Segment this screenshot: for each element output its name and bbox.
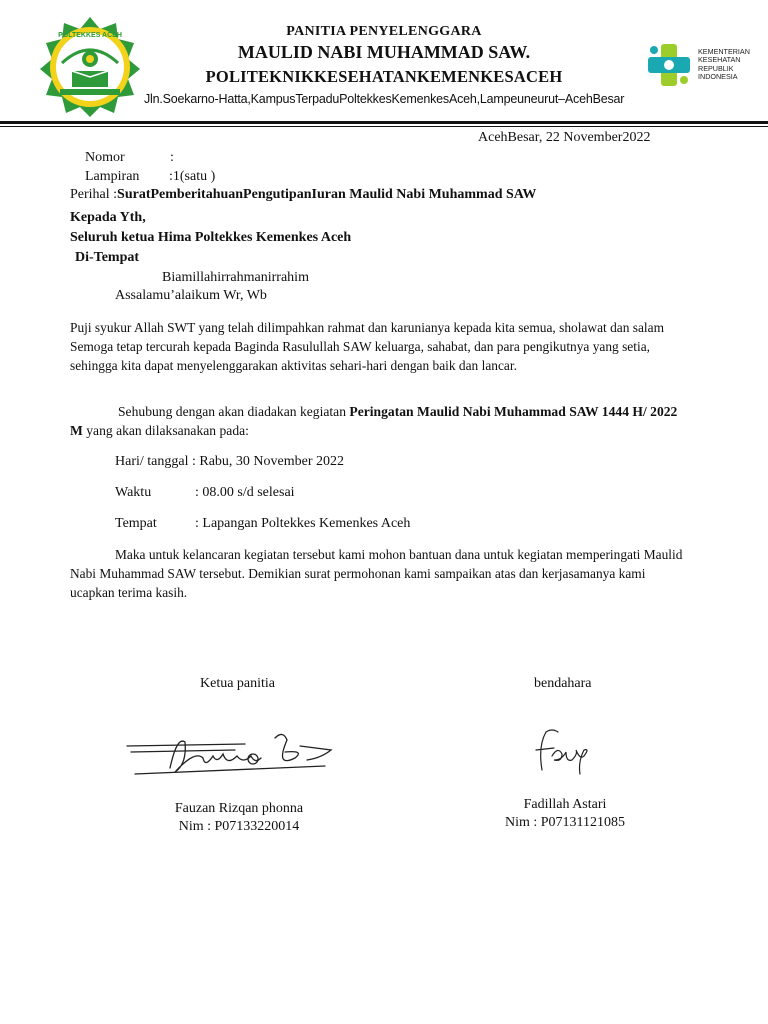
body-paragraph-2-bold: Peringatan Maulid Nabi Muhammad SAW 1444 H/ 2022 M [70, 404, 678, 438]
body-paragraph-3: Maka untuk kelancaran kegiatan tersebut kami mohon bantuan dana untuk kegiatan memperingati Maulid Nabi Muhammad SAW tersebut. Demikian surat permohonan kami sampaikan atas dan kerjasamanya kami ucapkan terima kasih. [70, 547, 683, 600]
left-signer-nim: Nim : P07133220014 [178, 819, 300, 834]
kemenkes-text-line1: KEMENTERIAN [698, 47, 750, 56]
left-signer-role: Ketua panitia [200, 676, 276, 691]
kemenkes-text-line2: KESEHATAN [698, 55, 741, 65]
body-paragraph-2-pre: Sehubung dengan akan diadakan kegiatan [118, 404, 346, 419]
recipient-name: Seluruh ketua Hima Poltekkes Kemenkes Aceh [70, 230, 352, 245]
body-paragraph-2 [70, 403, 692, 441]
salam: Assalamu’alaikum Wr, Wb [115, 288, 267, 303]
letter-date: AcehBesar, 22 November2022 [478, 130, 651, 145]
schedule-day-row [115, 454, 344, 470]
left-signer-name: Fauzan Rizqan phonna [174, 801, 304, 816]
right-signer-nim: Nim : P07131121085 [504, 815, 626, 830]
right-signer-name: Fadillah Astari [523, 797, 607, 812]
perihal-value: SuratPemberitahuanPengutipanIuran Maulid Nabi Muhammad SAW [117, 187, 537, 202]
schedule-time-row [115, 485, 295, 501]
lampiran-label: Lampiran [85, 169, 140, 184]
kemenkes-text-line4: INDONESIA [698, 72, 738, 82]
institution-title: POLITEKNIKKESEHATANKEMENKESACEH [205, 67, 563, 86]
event-title: MAULID NABI MUHAMMAD SAW. [237, 42, 531, 62]
schedule-place-value: : Lapangan Poltekkes Kemenkes Aceh [195, 516, 411, 531]
kemenkes-logo [646, 42, 758, 92]
nomor-value: : [170, 150, 174, 165]
kemenkes-text-line3: REPUBLIK [698, 63, 734, 73]
recipient-salutation: Kepada Yth, [70, 210, 146, 225]
header-divider-thick [0, 121, 768, 124]
right-signer-role: bendahara [534, 676, 592, 691]
schedule-day-label: Hari/ tanggal [115, 454, 189, 469]
basmalah: Biamillahirrahmanirrahim [162, 270, 309, 285]
schedule-place-label: Tempat [115, 516, 157, 531]
body-paragraph-1: Puji syukur Allah SWT yang telah dilimpahkan rahmat dan karunianya kepada kita semua, sholawat dan salam Semoga tetap tercurah kepada Baginda Rasulullah SAW keluarga, sahabat, dan para pengikutnya yang setia, sehingga kita dapat menyelenggarakan aktivitas sehari-hari dengan baik dan lancar. [70, 320, 664, 373]
right-signature-icon [532, 726, 594, 776]
schedule-place-row [115, 516, 410, 532]
kemenkes-emblem-icon [646, 42, 692, 88]
logo-ring-text: POLTEKKES ACEH [58, 32, 122, 39]
nomor-label: Nomor [85, 150, 125, 165]
committee-title: PANITIA PENYELENGGARA [286, 24, 482, 39]
perihal-label: Perihal : [70, 187, 118, 202]
header-divider-thin [0, 126, 768, 127]
schedule-time-value: : 08.00 s/d selesai [195, 485, 295, 500]
recipient-place: Di-Tempat [75, 250, 140, 265]
body-paragraph-2-post: yang akan dilaksanakan pada: [86, 422, 249, 438]
schedule-day-value: : Rabu, 30 November 2022 [191, 454, 345, 469]
institution-address: Jln.Soekarno-Hatta,KampusTerpaduPoltekkesKemenkesAceh,Lampeuneurut–AcehBesar [144, 92, 625, 106]
perihal-line [70, 187, 536, 203]
left-signature-icon [125, 728, 340, 783]
lampiran-value: :1(satu ) [169, 169, 216, 184]
schedule-time-label: Waktu [115, 485, 152, 500]
